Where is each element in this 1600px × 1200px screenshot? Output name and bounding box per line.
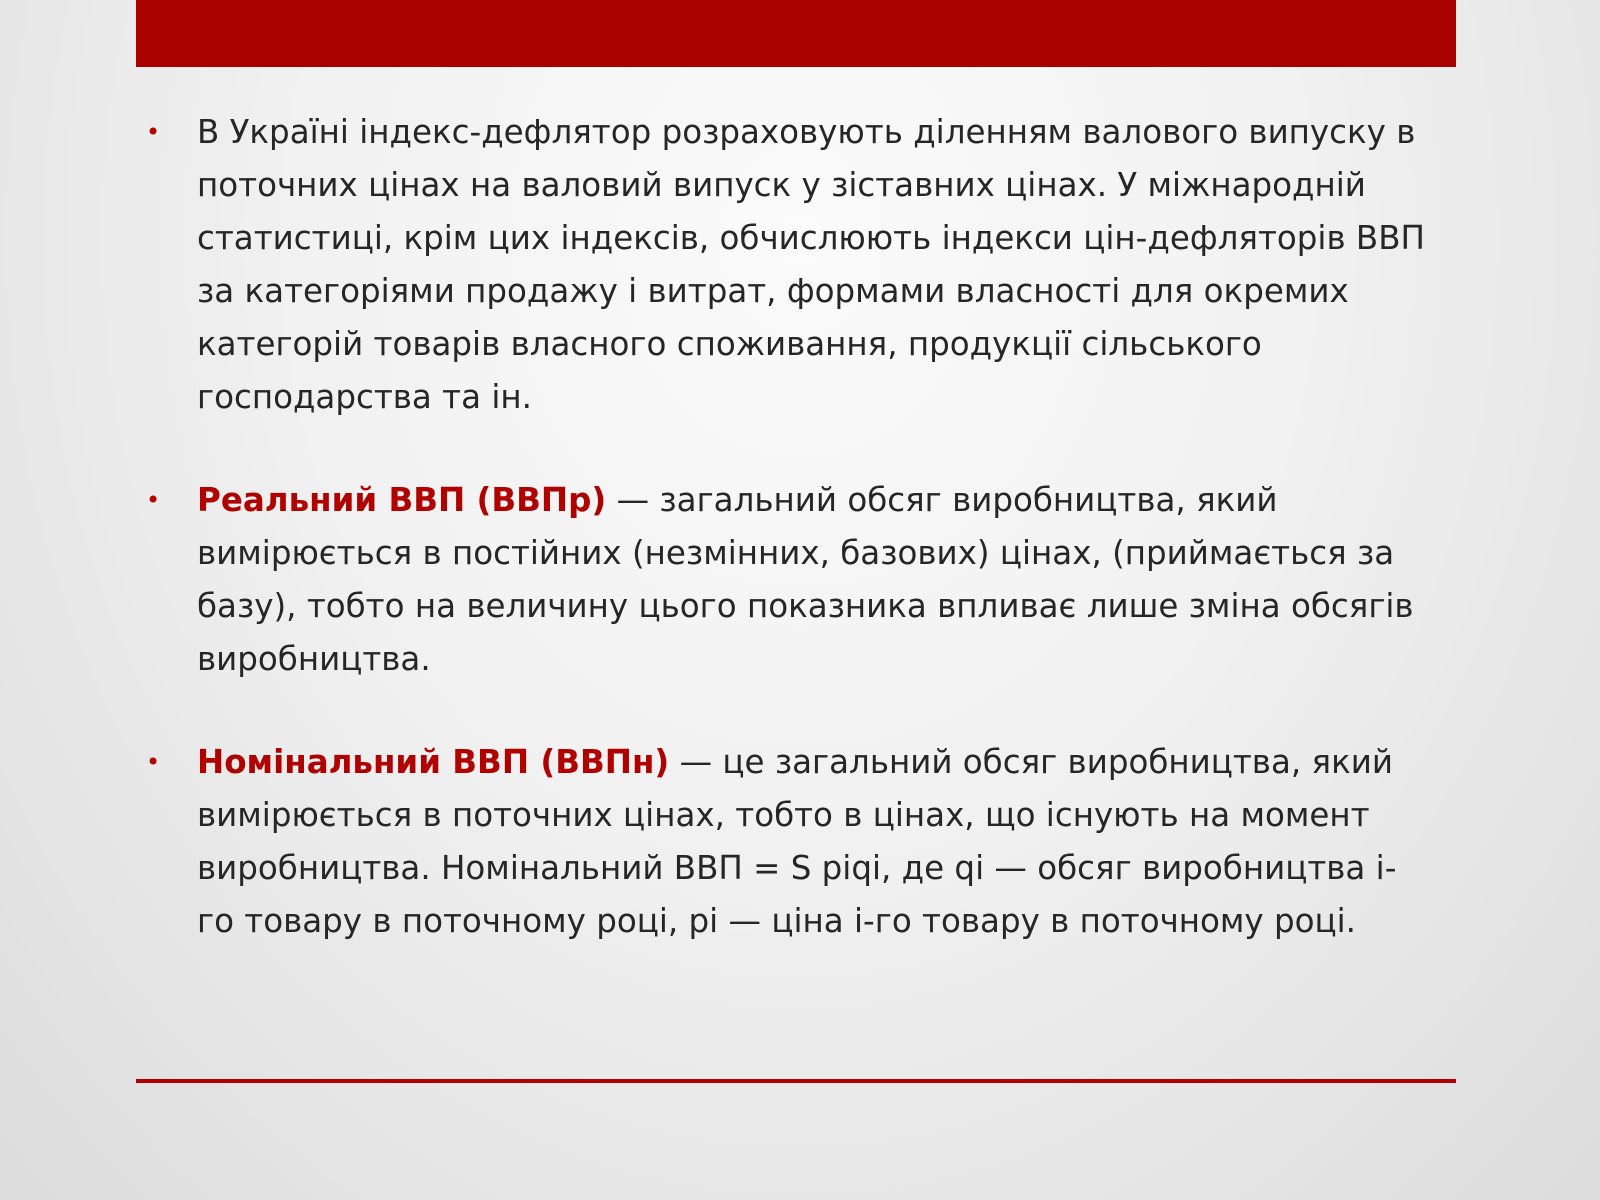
bullet-term: Реальний ВВП (ВВПр): [197, 481, 607, 519]
bullet-marker: •: [146, 748, 161, 776]
bullet-text: В Україні індекс-дефлятор розраховують діленням валового випуску в поточних цінах на валовий випуск у зіставних цінах. У міжнародній статистиці, крім цих індексів, обчислюють індекси цін-дефляторів ВВП за категоріями продажу і витрат, формами власності для окремих категорій товарів власного споживання, продукції сільського господарства та ін.: [197, 113, 1425, 416]
bullet-nominal-gdp: [146, 736, 1430, 948]
header-bar: [136, 0, 1456, 67]
slide-content: [146, 106, 1430, 948]
bullet-text: — загальний обсяг виробництва, який вимірюється в постійних (незмінних, базових) цінах, (приймається за базу), тобто на величину цього показника впливає лише зміна обсягів виробництва.: [197, 481, 1414, 678]
bullet-marker: •: [146, 118, 161, 146]
bullet-term: Номінальний ВВП (ВВПн): [197, 743, 670, 781]
bullet-deflator: [146, 106, 1430, 424]
bullet-real-gdp: [146, 474, 1430, 686]
bullet-text: — це загальний обсяг виробництва, який вимірюється в поточних цінах, тобто в цінах, що існують на момент виробництва. Номінальний ВВП = S piqi, де qi — обсяг виробництва i-го товару в поточному році, pi — ціна i-го товару в поточному році.: [197, 743, 1397, 940]
bullet-marker: •: [146, 486, 161, 514]
footer-divider: [136, 1079, 1456, 1083]
